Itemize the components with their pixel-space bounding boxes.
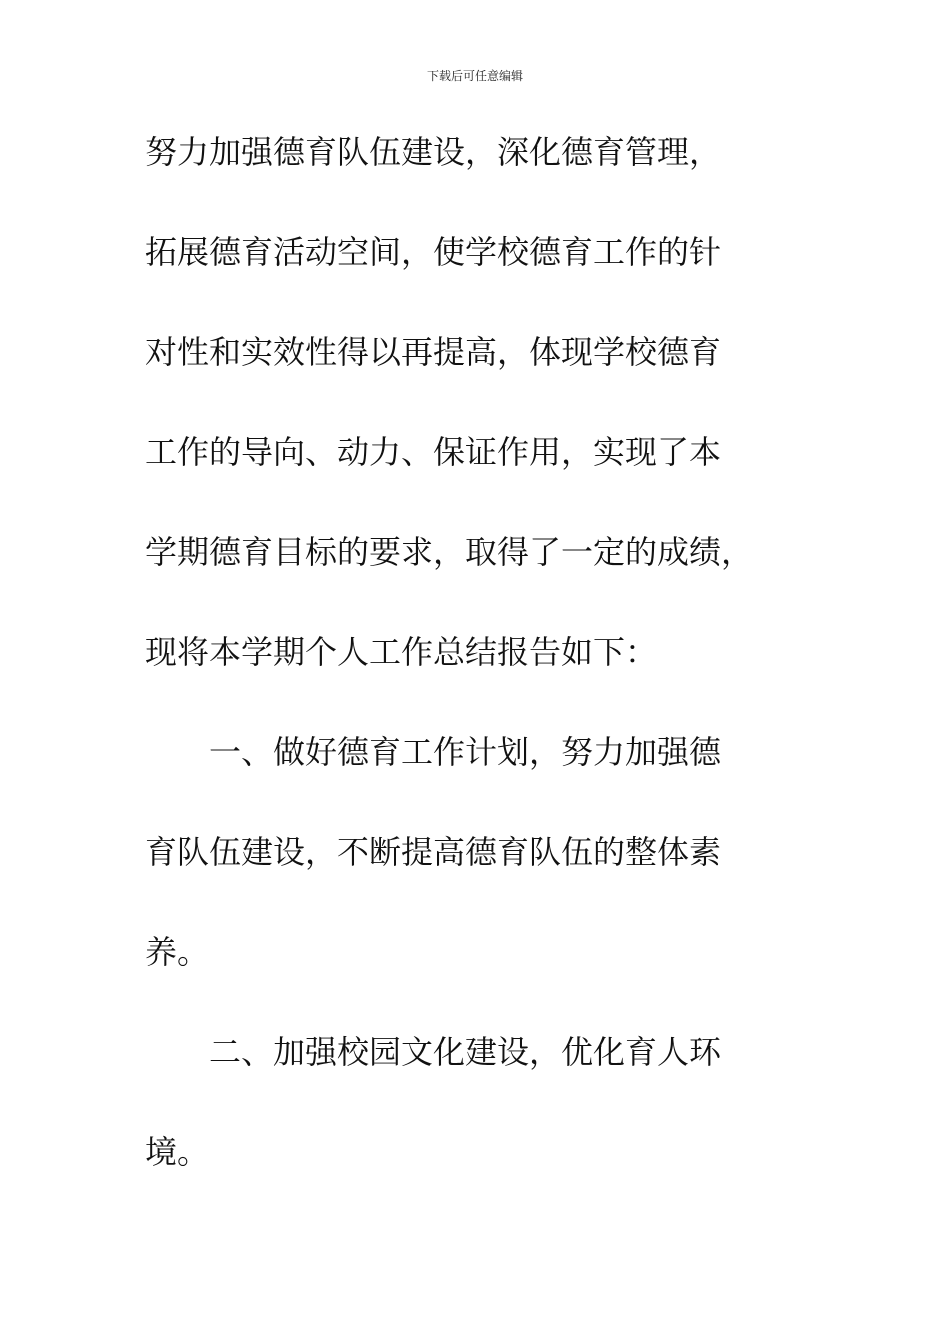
section-heading-line: 二、加强校园文化建设，优化育人环 <box>145 1033 722 1071</box>
paragraph-line: 拓展德育活动空间，使学校德育工作的针 <box>145 233 722 271</box>
section-heading-line: 一、做好德育工作计划，努力加强德 <box>145 733 722 771</box>
header-note: 下载后可任意编辑 <box>426 69 523 83</box>
paragraph-line: 学期德育目标的要求，取得了一定的成绩， <box>145 533 754 571</box>
paragraph-line: 努力加强德育队伍建设，深化德育管理， <box>145 133 722 171</box>
paragraph-line: 现将本学期个人工作总结报告如下： <box>145 633 658 671</box>
paragraph-line: 育队伍建设，不断提高德育队伍的整体素 <box>145 833 722 871</box>
paragraph-line: 对性和实效性得以再提高，体现学校德育 <box>145 333 722 371</box>
paragraph-line: 境。 <box>145 1133 210 1171</box>
paragraph-line: 工作的导向、动力、保证作用，实现了本 <box>145 433 722 471</box>
paragraph-line: 养。 <box>145 933 210 971</box>
